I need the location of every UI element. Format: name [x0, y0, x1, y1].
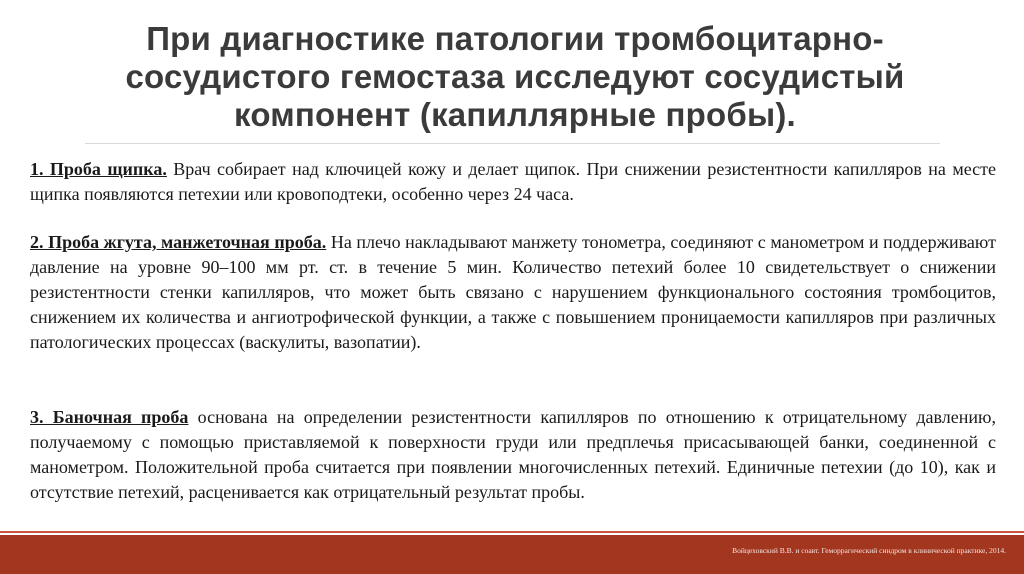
slide-title: При диагностике патологии тромбоцитарно-сосудистого гемостаза исследуют сосудистый компонент (капиллярные пробы).	[125, 20, 905, 133]
footer-accent-line	[0, 531, 1024, 533]
test-item-text: На плечо накладывают манжету тонометра, соединяют с манометром и поддерживают давление на уровне 90–100 мм рт. ст. в течение 5 мин. Количество петехий более 10 свидетельствует о снижении резистентности стенки капилляров, что может быть связано с нарушением функционального состояния тромбоцитов, снижением их количества и ангиотрофической функции, а также с повышением проницаемости капилляров при различных патологических процессах (васкулиты, вазопатии).	[30, 232, 996, 352]
source-citation: Войцеховский В.В. и соавт. Геморрагический синдром в клинической практике, 2014.	[732, 546, 1006, 555]
test-item-heading: 2. Проба жгута, манжеточная проба.	[30, 232, 327, 252]
test-item-heading: 3. Баночная проба	[30, 407, 189, 427]
title-divider	[85, 143, 940, 144]
test-item-pinch	[30, 157, 996, 207]
test-item-suction-cup	[30, 405, 996, 505]
test-item-text: Врач собирает над ключицей кожу и делает щипок. При снижении резистентности капилляров на месте щипка появляются петехии или кровоподтеки, особенно через 24 часа.	[30, 159, 996, 204]
test-item-heading: 1. Проба щипка.	[30, 159, 167, 179]
test-item-text: основана на определении резистентности капилляров по отношению к отрицательному давлению, получаемому с помощью приставляемой к поверхности груди или предплечья присасывающей банки, соединенной с манометром. Положительной проба считается при появлении многочисленных петехий. Единичные петехии (до 10), как и отсутствие петехий, расценивается как отрицательный результат пробы.	[30, 407, 996, 502]
test-item-tourniquet	[30, 230, 996, 355]
